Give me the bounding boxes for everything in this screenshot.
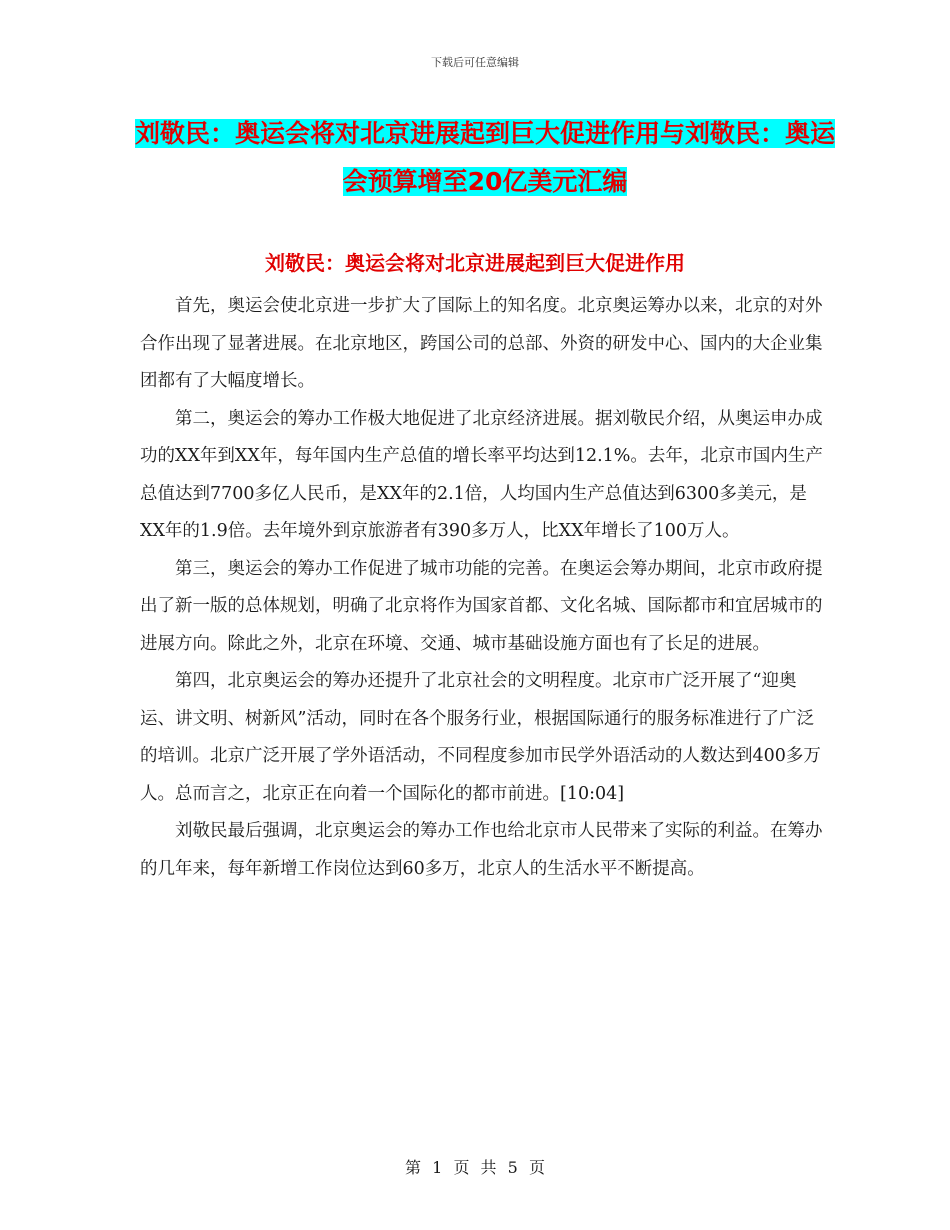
document-title-text: 刘敬民：奥运会将对北京进展起到巨大促进作用与刘敬民：奥运会预算增至20亿美元汇编 — [134, 119, 835, 196]
page-label-mid: 页 — [453, 1158, 470, 1177]
page-number: 1 — [432, 1158, 443, 1177]
paragraph: 第二，奥运会的筹办工作极大地促进了北京经济进展。据刘敬民介绍，从奥运申办成功的XX年到XX年，每年国内生产总值的增长率平均达到12.1%。去年，北京市国内生产总值达到7700多亿人民币，是XX年的2.1倍，人均国内生产总值达到6300多美元，是XX年的1.9倍。去年境外到京旅游者有390多万人，比XX年增长了100万人。 — [140, 408, 823, 541]
paragraph: 第四，北京奥运会的筹办还提升了北京社会的文明程度。北京市广泛开展了“迎奥运、讲文明、树新风”活动，同时在各个服务行业，根据国际通行的服务标准进行了广泛的培训。北京广泛开展了学外语活动，不同程度参加市民学外语活动的人数达到400多万人。总而言之，北京正在向着一个国际化的都市前进。[10:04] — [140, 671, 821, 804]
total-prefix: 共 — [480, 1158, 497, 1177]
paragraph: 第三，奥运会的筹办工作促进了城市功能的完善。在奥运会筹办期间，北京市政府提出了新一版的总体规划，明确了北京将作为国家首都、文化名城、国际都市和宜居城市的进展方向。除此之外，北京在环境、交通、城市基础设施方面也有了长足的进展。 — [140, 558, 823, 654]
header-note: 下载后可任意编辑 — [431, 56, 519, 69]
page-label-prefix: 第 — [405, 1158, 422, 1177]
page-footer — [0, 1155, 950, 1178]
total-pages: 5 — [507, 1158, 518, 1177]
total-suffix: 页 — [528, 1158, 545, 1177]
document-title — [130, 110, 840, 206]
section-title: 刘敬民：奥运会将对北京进展起到巨大促进作用 — [265, 251, 685, 275]
paragraph: 首先，奥运会使北京进一步扩大了国际上的知名度。北京奥运筹办以来，北京的对外合作出现了显著进展。在北京地区，跨国公司的总部、外资的研发中心、国内的大企业集团都有了大幅度增长。 — [140, 296, 823, 391]
paragraph: 刘敬民最后强调，北京奥运会的筹办工作也给北京市人民带来了实际的利益。在筹办的几年来，每年新增工作岗位达到60多万，北京人的生活水平不断提高。 — [140, 821, 823, 879]
article-body — [140, 288, 830, 888]
